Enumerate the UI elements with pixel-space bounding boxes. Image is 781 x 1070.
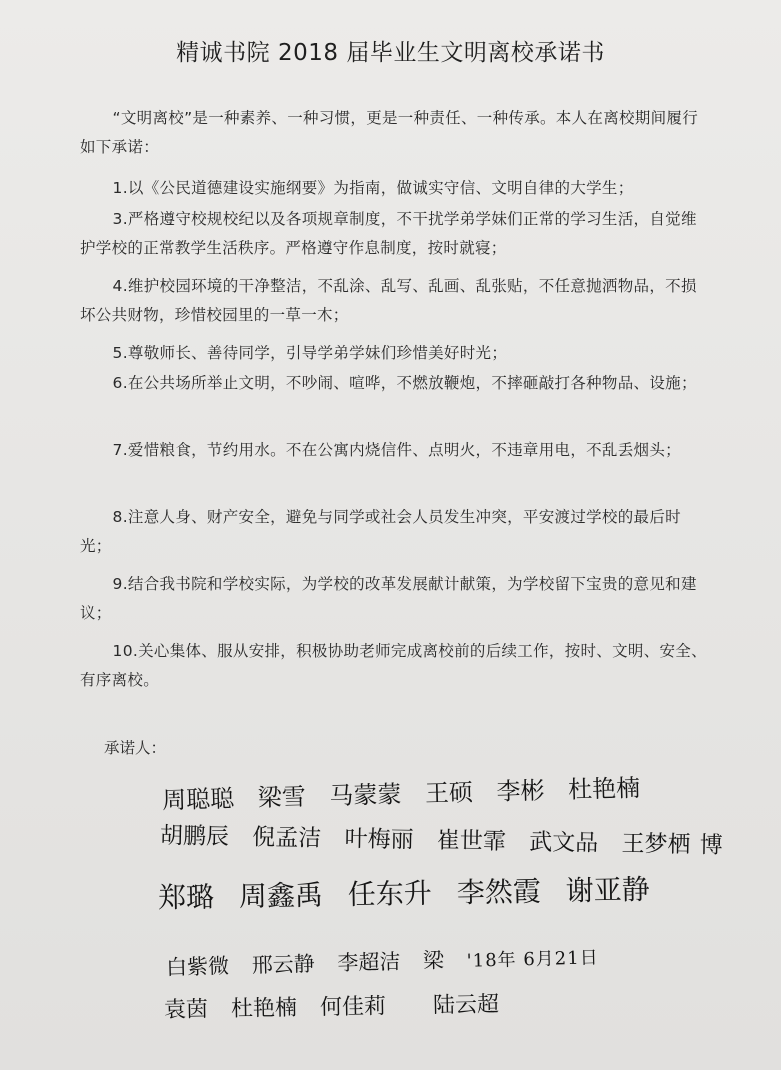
- signature-line-4: [166, 940, 599, 981]
- signature-line-3: [158, 868, 666, 917]
- document-title: 精诚书院 2018 届毕业生文明离校承诺书: [176, 40, 605, 66]
- signature-line-2: [160, 817, 739, 860]
- promise-item-1: 1.以《公民道德建设实施纲要》为指南，做诚实守信、文明自律的大学生；: [112, 179, 634, 197]
- signer-label: 承诺人：: [104, 739, 167, 757]
- signature: 周聪聪: [161, 784, 235, 815]
- signature: 郑璐: [157, 880, 215, 915]
- signature: 胡鹏辰: [159, 822, 230, 851]
- signature: 李彬: [496, 776, 545, 806]
- signature: 倪孟洁: [252, 824, 322, 852]
- signature: 博: [699, 832, 724, 859]
- promise-item-8: 8.注意人身、财产安全，避免与同学或社会人员发生冲突，平安渡过学校的最后时光；: [80, 508, 681, 555]
- signature: 李超洁: [337, 949, 401, 976]
- signature: 叶梅丽: [344, 826, 414, 854]
- promise-item-10: 10.关心集体、服从安排，积极协助老师完成离校前的后续工作，按时、文明、安全、有序离校。: [80, 642, 707, 689]
- signature: 杜艳楠: [567, 773, 641, 804]
- promise-item-9: 9.结合我书院和学校实际，为学校的改革发展献计献策，为学校留下宝贵的意见和建议；: [80, 575, 697, 622]
- signature: 袁茵: [163, 997, 209, 1024]
- signature-line-5: [164, 987, 516, 1024]
- intro-paragraph: “文明离校”是一种素养、一种习惯，更是一种责任、一种传承。本人在离校期间履行如下承诺：: [80, 109, 699, 156]
- signature: 梁: [422, 948, 445, 973]
- signature: 崔世霏: [436, 827, 507, 855]
- signing-date: '18年 6月21日: [466, 947, 599, 972]
- signature: 王梦栖: [621, 831, 691, 859]
- promise-item-4: 4.维护校园环境的干净整洁，不乱涂、乱写、乱画、乱张贴，不任意抛洒物品，不损坏公共财物，珍惜校园里的一草一木；: [80, 277, 697, 324]
- signature: 陆云超: [432, 992, 500, 1019]
- signature: 武文品: [528, 829, 599, 857]
- signature: 何佳莉: [319, 994, 387, 1021]
- promise-item-5: 5.尊敬师长、善待同学，引导学弟学妹们珍惜美好时光；: [112, 344, 508, 362]
- signature: 任东升: [347, 876, 433, 912]
- promise-item-7: 7.爱惜粮食，节约用水。不在公寓内烧信件、点明火，不违章用电，不乱丢烟头；: [112, 441, 681, 459]
- signature: 邢云静: [251, 951, 316, 978]
- signature: 谢亚静: [565, 872, 650, 908]
- signature: 王硕: [424, 778, 474, 808]
- signature: 李然霞: [456, 874, 542, 910]
- signature: 马蒙蒙: [329, 780, 402, 811]
- signature: 杜艳楠: [230, 995, 298, 1022]
- promise-item-6: 6.在公共场所举止文明，不吵闹、喧哗，不燃放鞭炮，不摔砸敲打各种物品、设施；: [112, 374, 697, 392]
- signature: 周鑫禹: [238, 878, 324, 914]
- signature: 白紫微: [165, 954, 230, 980]
- signature: 梁雪: [257, 782, 307, 812]
- promise-item-3: 3.严格遵守校规校纪以及各项规章制度，不干扰学弟学妹们正常的学习生活，自觉维护学校的正常教学生活秩序。严格遵守作息制度，按时就寝；: [80, 210, 697, 257]
- signature-line-1: [162, 768, 657, 816]
